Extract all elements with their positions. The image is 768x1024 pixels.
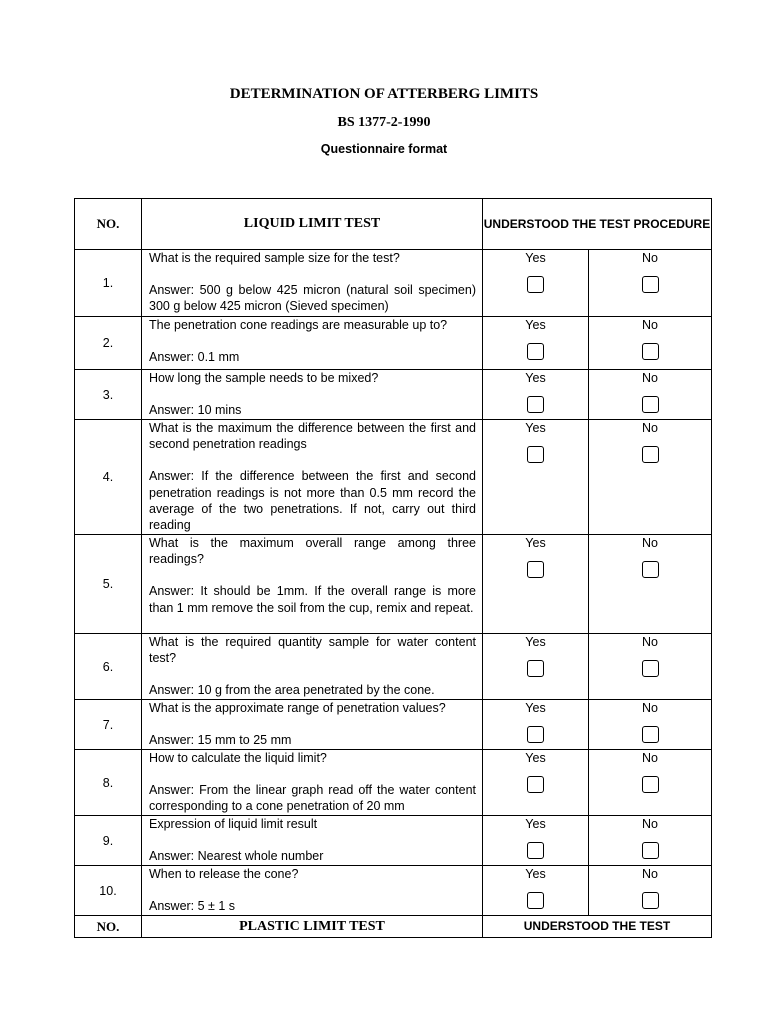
question-text: What is the required quantity sample for water content test? [149, 635, 476, 666]
question-row [75, 317, 712, 370]
question-text: The penetration cone readings are measurable up to? [149, 318, 448, 332]
column-header-plastic-limit: PLASTIC LIMIT TEST [142, 916, 483, 938]
no-cell [589, 317, 712, 370]
question-cell [142, 250, 483, 317]
question-cell [142, 866, 483, 916]
question-number: 9. [75, 816, 142, 866]
question-cell [142, 700, 483, 750]
question-row [75, 816, 712, 866]
no-cell [589, 750, 712, 816]
no-label: No [642, 536, 658, 550]
yes-checkbox[interactable] [527, 842, 544, 859]
no-cell [589, 250, 712, 317]
no-label: No [642, 817, 658, 831]
no-checkbox[interactable] [642, 396, 659, 413]
yes-checkbox[interactable] [527, 343, 544, 360]
yes-checkbox[interactable] [527, 396, 544, 413]
yes-cell [483, 420, 589, 535]
question-row [75, 866, 712, 916]
questions-body [75, 250, 712, 916]
answer-text: Answer: If the difference between the first and second penetration readings is not more than 0.5 mm record the average of the two penetrations. If not, carry out third reading [149, 469, 476, 533]
yes-checkbox[interactable] [527, 660, 544, 677]
yes-cell [483, 634, 589, 700]
no-cell [589, 866, 712, 916]
no-checkbox[interactable] [642, 892, 659, 909]
question-text: What is the maximum the difference between the first and second penetration readings [149, 421, 476, 452]
yes-cell [483, 535, 589, 634]
question-cell [142, 370, 483, 420]
answer-text: Answer: It should be 1mm. If the overall range is more than 1 mm remove the soil from the cup, remix and repeat. [149, 584, 476, 615]
question-number: 3. [75, 370, 142, 420]
question-cell [142, 750, 483, 816]
answer-text: Answer: 15 mm to 25 mm [149, 733, 292, 748]
no-label: No [642, 421, 658, 435]
yes-checkbox[interactable] [527, 776, 544, 793]
no-label: No [642, 701, 658, 715]
question-row [75, 420, 712, 535]
yes-checkbox[interactable] [527, 561, 544, 578]
question-number: 7. [75, 700, 142, 750]
question-cell [142, 816, 483, 866]
yes-checkbox[interactable] [527, 446, 544, 463]
standard-reference: BS 1377-2-1990 [337, 115, 431, 130]
yes-checkbox[interactable] [527, 276, 544, 293]
question-text: How long the sample needs to be mixed? [149, 371, 379, 385]
question-number: 4. [75, 420, 142, 535]
no-label: No [642, 751, 658, 765]
yes-label: Yes [525, 251, 546, 265]
question-number: 1. [75, 250, 142, 317]
column-header-liquid-limit: LIQUID LIMIT TEST [142, 199, 483, 250]
answer-text: Answer: Nearest whole number [149, 849, 324, 864]
questionnaire-table [74, 198, 712, 938]
question-text: What is the required sample size for the test? [149, 251, 400, 265]
yes-cell [483, 816, 589, 866]
question-text: Expression of liquid limit result [149, 817, 318, 831]
question-row [75, 700, 712, 750]
no-cell [589, 634, 712, 700]
yes-cell [483, 866, 589, 916]
yes-cell [483, 700, 589, 750]
no-cell [589, 535, 712, 634]
answer-text: Answer: From the linear graph read off the water content corresponding to a cone penetration of 20 mm [149, 783, 476, 814]
question-cell [142, 634, 483, 700]
answer-text: Answer: 500 g below 425 micron (natural soil specimen) 300 g below 425 micron (Sieved specimen) [149, 283, 476, 314]
question-row [75, 634, 712, 700]
question-row [75, 250, 712, 317]
no-label: No [642, 318, 658, 332]
no-label: No [642, 635, 658, 649]
no-checkbox[interactable] [642, 842, 659, 859]
plastic-limit-header-row [75, 916, 712, 938]
no-cell [589, 370, 712, 420]
column-header-no: NO. [75, 199, 142, 250]
no-cell [589, 420, 712, 535]
footer-column-header-understood: UNDERSTOOD THE TEST [483, 916, 712, 938]
answer-text: Answer: 5 ± 1 s [149, 899, 236, 914]
no-label: No [642, 251, 658, 265]
answer-text: Answer: 10 g from the area penetrated by the cone. [149, 683, 435, 698]
yes-label: Yes [525, 635, 546, 649]
no-checkbox[interactable] [642, 343, 659, 360]
yes-label: Yes [525, 701, 546, 715]
question-row [75, 750, 712, 816]
no-label: No [642, 371, 658, 385]
format-label: Questionnaire format [320, 142, 448, 156]
question-text: What is the maximum overall range among three readings? [149, 536, 476, 567]
table-header-row [75, 199, 712, 250]
answer-text: Answer: 10 mins [149, 403, 242, 418]
footer-column-header-no: NO. [75, 916, 142, 938]
yes-cell [483, 317, 589, 370]
no-checkbox[interactable] [642, 726, 659, 743]
no-checkbox[interactable] [642, 776, 659, 793]
no-cell [589, 816, 712, 866]
column-header-understood: UNDERSTOOD THE TEST PROCEDURE [483, 199, 712, 250]
answer-text: Answer: 0.1 mm [149, 350, 240, 365]
question-text: How to calculate the liquid limit? [149, 751, 327, 765]
yes-cell [483, 250, 589, 317]
yes-cell [483, 370, 589, 420]
question-number: 5. [75, 535, 142, 634]
question-cell [142, 317, 483, 370]
question-cell [142, 420, 483, 535]
yes-checkbox[interactable] [527, 892, 544, 909]
yes-label: Yes [525, 817, 546, 831]
yes-label: Yes [525, 867, 546, 881]
no-checkbox[interactable] [642, 276, 659, 293]
question-cell [142, 535, 483, 634]
question-number: 6. [75, 634, 142, 700]
no-cell [589, 700, 712, 750]
yes-label: Yes [525, 318, 546, 332]
question-number: 10. [75, 866, 142, 916]
yes-cell [483, 750, 589, 816]
yes-label: Yes [525, 536, 546, 550]
no-checkbox[interactable] [642, 561, 659, 578]
yes-label: Yes [525, 371, 546, 385]
question-row [75, 535, 712, 634]
no-label: No [642, 867, 658, 881]
question-row [75, 370, 712, 420]
question-number: 8. [75, 750, 142, 816]
yes-label: Yes [525, 751, 546, 765]
document-title: DETERMINATION OF ATTERBERG LIMITS [229, 86, 539, 102]
yes-checkbox[interactable] [527, 726, 544, 743]
no-checkbox[interactable] [642, 446, 659, 463]
yes-label: Yes [525, 421, 546, 435]
question-number: 2. [75, 317, 142, 370]
no-checkbox[interactable] [642, 660, 659, 677]
question-text: When to release the cone? [149, 867, 299, 881]
question-text: What is the approximate range of penetration values? [149, 701, 446, 715]
